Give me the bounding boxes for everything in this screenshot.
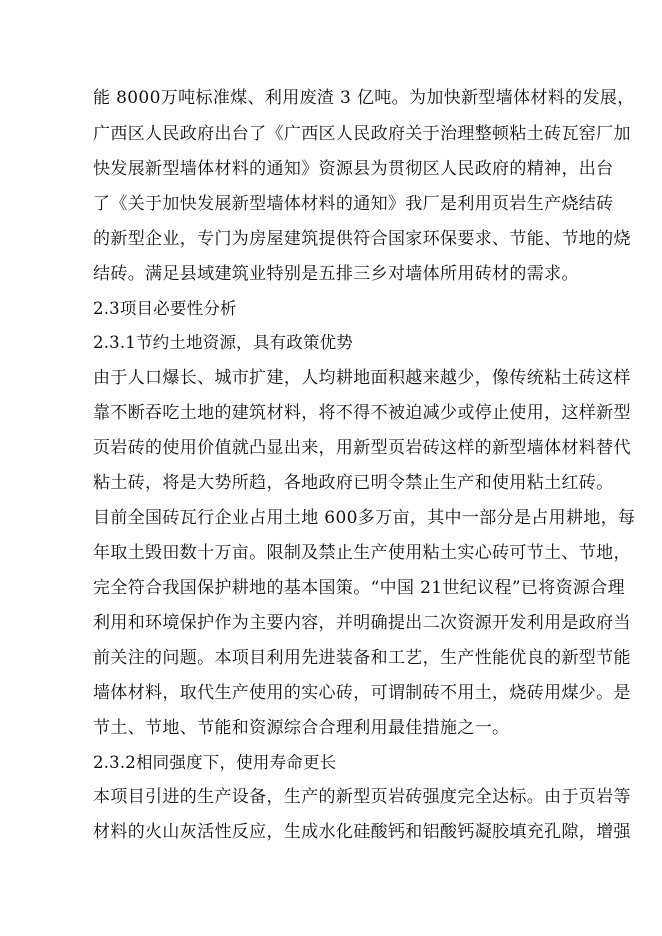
paragraph-line: 页岩砖的使用价值就凸显出来，用新型页岩砖这样的新型墙体材料替代 [93,438,631,458]
paragraph-line: 完全符合我国保护耕地的基本国策。“中国 21世纪议程”已将资源合理 [93,578,625,598]
paragraph-line: 粘土砖，将是大势所趋，各地政府已明令禁止生产和使用粘土红砖。 [93,473,614,493]
paragraph-line: 由于人口爆长、城市扩建，人均耕地面积越来越少，像传统粘土砖这样 [93,368,631,388]
subsection-heading: 2.3.2相同强度下，使用寿命更长 [93,753,337,772]
paragraph-line: 年取土毁田数十万亩。限制及禁止生产使用粘土实心砖可节土、节地， [93,543,631,563]
paragraph-line: 节土、节地、节能和资源综合合理利用最佳措施之一。 [93,718,510,738]
section-heading: 2.3项目必要性分析 [93,299,237,318]
paragraph-line: 结砖。满足县域建筑业特别是五排三乡对墙体所用砖材的需求。 [93,264,579,284]
paragraph-line: 能 8000万吨标准煤、利用废渣 3 亿吨。为加快新型墙体材料的发展， [93,88,635,108]
paragraph-line: 本项目引进的生产设备，生产的新型页岩砖强度完全达标。由于页岩等 [93,787,631,807]
paragraph-line: 的新型企业，专门为房屋建筑提供符合国家环保要求、节能、节地的烧 [93,229,631,249]
subsection-heading: 2.3.1节约土地资源，具有政策优势 [93,333,354,352]
paragraph-line: 了《关于加快发展新型墙体材料的通知》我厂是利用页岩生产烧结砖 [93,194,614,214]
paragraph-line: 目前全国砖瓦行企业占用土地 600多万亩，其中一部分是占用耕地，每 [93,508,636,528]
paragraph-line: 前关注的问题。本项目利用先进装备和工艺，生产性能优良的新型节能 [93,648,631,668]
paragraph-line: 靠不断吞吃土地的建筑材料，将不得不被迫减少或停止使用，这样新型 [93,403,631,423]
paragraph-line: 材料的火山灰活性反应，生成水化硅酸钙和铝酸钙凝胶填充孔隙，增强 [93,822,631,842]
paragraph-line: 广西区人民政府出台了《广西区人民政府关于治理整顿粘土砖瓦窑厂加 [93,124,631,144]
paragraph-line: 快发展新型墙体材料的通知》资源县为贯彻区人民政府的精神，出台 [93,159,614,179]
paragraph-line: 墙体材料，取代生产使用的实心砖，可谓制砖不用土，烧砖用煤少。是 [93,683,631,703]
paragraph-line: 利用和环境保护作为主要内容，并明确提出二次资源开发利用是政府当 [93,613,631,633]
